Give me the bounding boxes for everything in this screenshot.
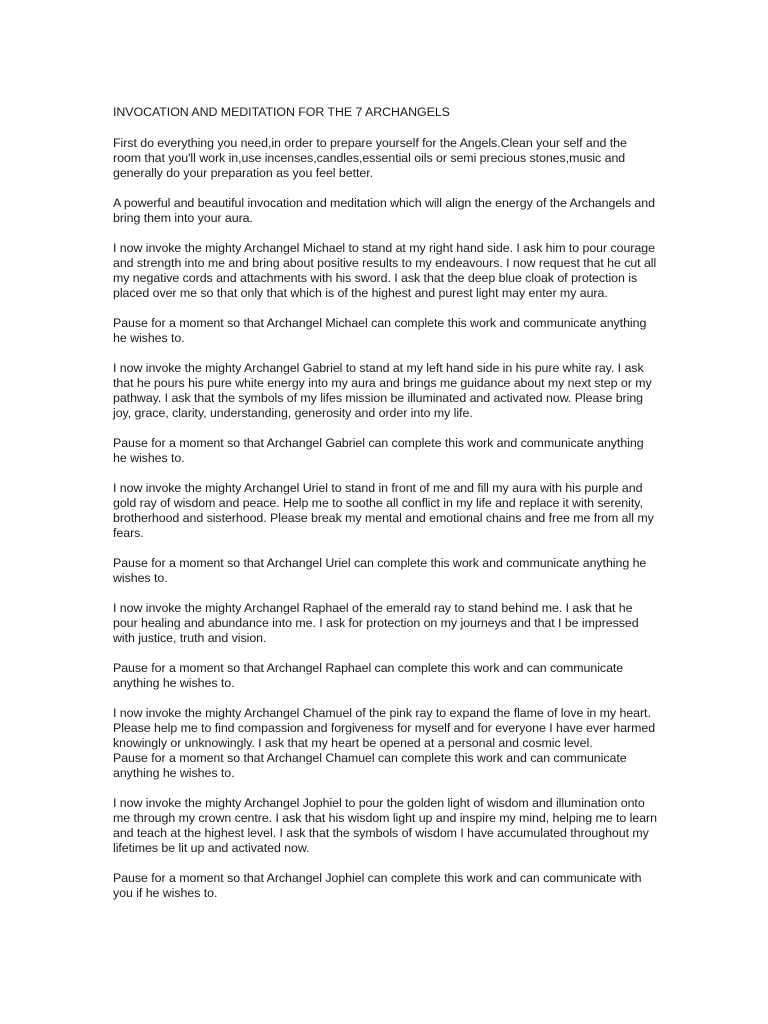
paragraph-chamuel-invocation: I now invoke the mighty Archangel Chamuel of the pink ray to expand the flame of love in my heart. Please help me to find compassion and forgiveness for myself and for everyone I have ever harmed knowingly or unknowingly. I ask that my heart be opened at a personal and cosmic level. — [113, 706, 656, 750]
paragraph-raphael-pause: Pause for a moment so that Archangel Raphael can complete this work and can communicate anything he wishes to. — [113, 661, 624, 690]
paragraph-raphael-invocation: I now invoke the mighty Archangel Raphael of the emerald ray to stand behind me. I ask that he pour healing and abundance into me. I ask for protection on my journeys and that I be impressed with justice, truth and vision. — [113, 601, 639, 645]
paragraph-uriel-pause: Pause for a moment so that Archangel Uriel can complete this work and communicate anything he wishes to. — [113, 556, 647, 585]
paragraph-michael-invocation: I now invoke the mighty Archangel Michael to stand at my right hand side. I ask him to pour courage and strength into me and bring about positive results to my endeavours. I now request that he cut all my negative cords and attachments with his sword. I ask that the deep blue cloak of protection is placed over me so that only that which is of the highest and purest light may enter my aura. — [113, 241, 657, 300]
paragraph-preparation: First do everything you need,in order to prepare yourself for the Angels.Clean your self and the room that you'll work in,use incenses,candles,essential oils or semi precious stones,music and generally do your preparation as you feel better. — [113, 136, 627, 180]
paragraph-gabriel-pause: Pause for a moment so that Archangel Gabriel can complete this work and communicate anything he wishes to. — [113, 436, 644, 465]
document-title: INVOCATION AND MEDITATION FOR THE 7 ARCHANGELS — [113, 105, 450, 119]
paragraph-jophiel-invocation: I now invoke the mighty Archangel Jophiel to pour the golden light of wisdom and illumination onto me through my crown centre. I ask that his wisdom light up and inspire my mind, helping me to learn and teach at the highest level. I ask that the symbols of wisdom I have accumulated throughout my lifetimes be lit up and activated now. — [113, 796, 657, 855]
paragraph-uriel-invocation: I now invoke the mighty Archangel Uriel to stand in front of me and fill my aura with his purple and gold ray of wisdom and peace. Help me to soothe all conflict in my life and replace it with serenity, brotherhood and sisterhood. Please break my mental and emotional chains and free me from all my fears. — [113, 481, 654, 540]
paragraph-chamuel-pause: Pause for a moment so that Archangel Chamuel can complete this work and can communicate anything he wishes to. — [113, 751, 627, 780]
paragraph-gabriel-invocation: I now invoke the mighty Archangel Gabriel to stand at my left hand side in his pure white ray. I ask that he pours his pure white energy into my aura and brings me guidance about my next step or my pathway. I ask that the symbols of my lifes mission be illuminated and activated now. Please bring joy, grace, clarity, understanding, generosity and order into my life. — [113, 361, 652, 420]
paragraph-jophiel-pause: Pause for a moment so that Archangel Jophiel can complete this work and can communicate with you if he wishes to. — [113, 871, 642, 900]
paragraph-michael-pause: Pause for a moment so that Archangel Michael can complete this work and communicate anything he wishes to. — [113, 316, 647, 345]
document-body — [113, 105, 658, 916]
paragraph-introduction: A powerful and beautiful invocation and meditation which will align the energy of the Archangels and bring them into your aura. — [113, 196, 655, 225]
